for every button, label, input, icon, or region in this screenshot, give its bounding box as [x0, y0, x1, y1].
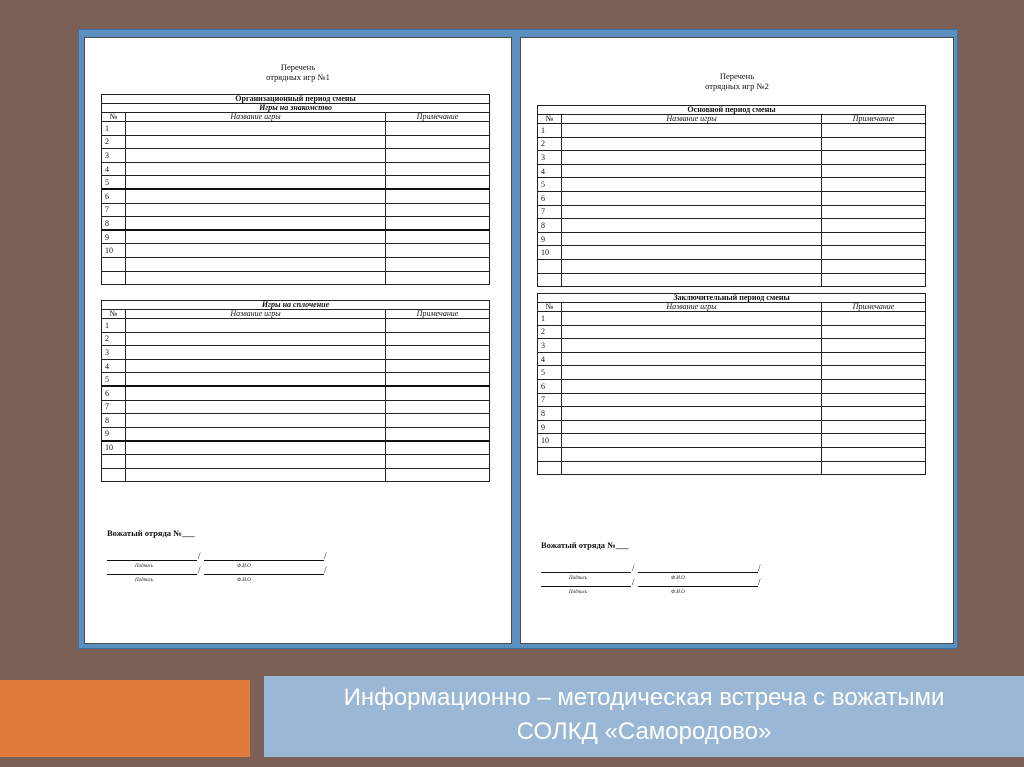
col-header-num: №	[538, 115, 562, 124]
note-cell[interactable]	[822, 420, 926, 434]
table-row	[538, 461, 926, 475]
game-name-cell[interactable]	[126, 441, 386, 455]
note-cell[interactable]	[386, 122, 490, 136]
game-name-cell[interactable]	[126, 257, 386, 271]
note-cell[interactable]	[822, 259, 926, 273]
caption-line-1: Информационно – методическая встреча с вожатыми	[343, 684, 945, 711]
game-name-cell[interactable]	[562, 205, 822, 219]
game-name-cell[interactable]	[126, 122, 386, 136]
note-cell[interactable]	[822, 164, 926, 178]
table-row: 6	[538, 379, 926, 393]
note-cell[interactable]	[386, 189, 490, 203]
game-name-cell[interactable]	[126, 217, 386, 231]
table-row: 7	[538, 393, 926, 407]
period-header: Основной период смены	[538, 106, 926, 115]
game-name-cell[interactable]	[562, 312, 822, 326]
table-row: 8	[102, 414, 490, 428]
game-name-cell[interactable]	[126, 149, 386, 163]
note-cell[interactable]	[386, 414, 490, 428]
note-cell[interactable]	[386, 217, 490, 231]
table-row: 10	[538, 434, 926, 448]
game-name-cell[interactable]	[562, 366, 822, 380]
table-row: 5	[102, 176, 490, 190]
period-header: Заключительный период смены	[538, 294, 926, 303]
note-cell[interactable]	[822, 461, 926, 475]
game-name-cell[interactable]	[562, 178, 822, 192]
signature-line: / / Подпись Ф.И.О	[107, 552, 347, 562]
game-name-cell[interactable]	[562, 352, 822, 366]
note-cell[interactable]	[822, 232, 926, 246]
game-name-cell[interactable]	[562, 151, 822, 165]
table-row	[538, 259, 926, 273]
games-table-1	[101, 94, 490, 285]
page-2-title-line1: Перечень	[719, 71, 755, 81]
note-cell[interactable]	[386, 162, 490, 176]
table-row: 3	[538, 151, 926, 165]
game-name-cell[interactable]	[126, 346, 386, 360]
table-row: 10	[538, 246, 926, 260]
col-header-name: Название игры	[562, 115, 822, 124]
col-header-num: №	[538, 303, 562, 312]
table-row	[102, 257, 490, 271]
col-header-name: Название игры	[562, 303, 822, 312]
document-page-1	[84, 37, 512, 644]
note-cell[interactable]	[822, 393, 926, 407]
signature-line: / / Подпись Ф.И.О	[107, 566, 347, 576]
note-cell[interactable]	[822, 379, 926, 393]
table-row: 10	[102, 441, 490, 455]
game-name-cell[interactable]	[562, 420, 822, 434]
note-cell[interactable]	[822, 178, 926, 192]
col-header-note: Примечание	[822, 303, 926, 312]
note-cell[interactable]	[822, 447, 926, 461]
game-name-cell[interactable]	[126, 414, 386, 428]
game-name-cell[interactable]	[126, 176, 386, 190]
game-name-cell[interactable]	[126, 189, 386, 203]
game-name-cell[interactable]	[126, 244, 386, 258]
table-row: 8	[538, 219, 926, 233]
page-1-title-line1: Перечень	[280, 62, 316, 72]
document-viewer	[78, 29, 958, 649]
game-name-cell[interactable]	[562, 191, 822, 205]
note-cell[interactable]	[386, 386, 490, 400]
note-cell[interactable]	[822, 407, 926, 421]
table-row: 3	[538, 339, 926, 353]
table-row: 9	[538, 420, 926, 434]
note-cell[interactable]	[386, 319, 490, 333]
game-name-cell[interactable]	[562, 461, 822, 475]
note-cell[interactable]	[822, 151, 926, 165]
note-cell[interactable]	[822, 205, 926, 219]
page-1-title-line2: отрядных игр №1	[266, 72, 330, 82]
note-cell[interactable]	[822, 219, 926, 233]
table-row: 1	[102, 122, 490, 136]
section-header: Игры на сплочение	[102, 301, 490, 310]
game-name-cell[interactable]	[562, 259, 822, 273]
game-name-cell[interactable]	[126, 400, 386, 414]
col-header-name: Название игры	[126, 310, 386, 319]
note-cell[interactable]	[822, 352, 926, 366]
game-name-cell[interactable]	[562, 393, 822, 407]
game-name-cell[interactable]	[562, 379, 822, 393]
section-header: Игры на знакомство	[102, 104, 490, 113]
signature-label: Вожатый отряда №___	[541, 540, 629, 550]
page-2-title	[521, 71, 953, 91]
note-cell[interactable]	[822, 273, 926, 287]
note-cell[interactable]	[822, 137, 926, 151]
col-header-name: Название игры	[126, 113, 386, 122]
game-name-cell[interactable]	[562, 219, 822, 233]
note-cell[interactable]	[386, 346, 490, 360]
game-name-cell[interactable]	[126, 386, 386, 400]
table-row: 7	[102, 400, 490, 414]
table-row: 9	[538, 232, 926, 246]
note-cell[interactable]	[822, 434, 926, 448]
note-cell[interactable]	[386, 244, 490, 258]
game-name-cell[interactable]	[126, 271, 386, 285]
game-name-cell[interactable]	[562, 273, 822, 287]
signature-line: / / Подпись Ф.И.О	[541, 564, 781, 574]
table-row: 9	[102, 230, 490, 244]
game-name-cell[interactable]	[562, 137, 822, 151]
game-name-cell[interactable]	[126, 230, 386, 244]
slide-caption	[264, 676, 1024, 757]
signature-block-2	[541, 540, 781, 595]
col-header-note: Примечание	[386, 310, 490, 319]
document-page-2	[520, 37, 954, 644]
game-name-cell[interactable]	[562, 246, 822, 260]
note-cell[interactable]	[386, 441, 490, 455]
note-cell[interactable]	[386, 427, 490, 441]
page-1-title	[85, 62, 511, 82]
game-name-cell[interactable]	[562, 339, 822, 353]
table-row: 5	[538, 366, 926, 380]
note-cell[interactable]	[386, 332, 490, 346]
game-name-cell[interactable]	[126, 427, 386, 441]
table-row: 5	[102, 373, 490, 387]
game-name-cell[interactable]	[126, 373, 386, 387]
note-cell[interactable]	[822, 191, 926, 205]
note-cell[interactable]	[822, 366, 926, 380]
table-row: 3	[102, 346, 490, 360]
game-name-cell[interactable]	[126, 319, 386, 333]
note-cell[interactable]	[822, 325, 926, 339]
table-row	[102, 468, 490, 482]
game-name-cell[interactable]	[562, 447, 822, 461]
table-row: 4	[102, 359, 490, 373]
game-name-cell[interactable]	[126, 359, 386, 373]
game-name-cell[interactable]	[562, 325, 822, 339]
games-table-2	[101, 300, 490, 482]
table-row: 6	[102, 189, 490, 203]
table-row: 7	[102, 203, 490, 217]
game-name-cell[interactable]	[562, 407, 822, 421]
table-row: 3	[102, 149, 490, 163]
table-row: 4	[538, 164, 926, 178]
table-row: 2	[102, 135, 490, 149]
table-row	[102, 271, 490, 285]
game-name-cell[interactable]	[562, 164, 822, 178]
table-row: 1	[102, 319, 490, 333]
period-header: Организационный период смены	[102, 95, 490, 104]
note-cell[interactable]	[386, 257, 490, 271]
page-2-title-line2: отрядных игр №2	[705, 81, 769, 91]
table-row: 6	[102, 386, 490, 400]
note-cell[interactable]	[386, 373, 490, 387]
note-cell[interactable]	[386, 176, 490, 190]
signature-label: Вожатый отряда №___	[107, 528, 195, 538]
note-cell[interactable]	[386, 135, 490, 149]
table-row: 6	[538, 191, 926, 205]
game-name-cell[interactable]	[562, 434, 822, 448]
col-header-note: Примечание	[386, 113, 490, 122]
note-cell[interactable]	[822, 124, 926, 138]
accent-block	[0, 680, 250, 757]
game-name-cell[interactable]	[562, 232, 822, 246]
game-name-cell[interactable]	[126, 135, 386, 149]
col-header-note: Примечание	[822, 115, 926, 124]
games-table-3	[537, 105, 926, 287]
signature-line: / / Подпись Ф.И.О	[541, 578, 781, 588]
games-table-4	[537, 293, 926, 475]
table-row: 2	[538, 137, 926, 151]
table-row	[538, 273, 926, 287]
note-cell[interactable]	[822, 312, 926, 326]
game-name-cell[interactable]	[126, 468, 386, 482]
table-row: 2	[102, 332, 490, 346]
note-cell[interactable]	[386, 359, 490, 373]
col-header-num: №	[102, 310, 126, 319]
game-name-cell[interactable]	[126, 454, 386, 468]
table-row: 7	[538, 205, 926, 219]
game-name-cell[interactable]	[126, 162, 386, 176]
table-row: 1	[538, 124, 926, 138]
note-cell[interactable]	[386, 203, 490, 217]
table-row: 8	[102, 217, 490, 231]
table-row: 4	[538, 352, 926, 366]
table-row	[102, 454, 490, 468]
table-row: 4	[102, 162, 490, 176]
note-cell[interactable]	[386, 468, 490, 482]
signature-block-1	[107, 528, 347, 583]
caption-line-2: СОЛКД «Самородово»	[516, 718, 772, 745]
game-name-cell[interactable]	[126, 203, 386, 217]
table-row	[538, 447, 926, 461]
note-cell[interactable]	[386, 271, 490, 285]
note-cell[interactable]	[386, 149, 490, 163]
note-cell[interactable]	[386, 230, 490, 244]
table-row: 8	[538, 407, 926, 421]
table-row: 2	[538, 325, 926, 339]
note-cell[interactable]	[386, 400, 490, 414]
col-header-num: №	[102, 113, 126, 122]
game-name-cell[interactable]	[126, 332, 386, 346]
game-name-cell[interactable]	[562, 124, 822, 138]
note-cell[interactable]	[822, 246, 926, 260]
note-cell[interactable]	[386, 454, 490, 468]
table-row: 5	[538, 178, 926, 192]
table-row: 10	[102, 244, 490, 258]
table-row: 1	[538, 312, 926, 326]
note-cell[interactable]	[822, 339, 926, 353]
table-row: 9	[102, 427, 490, 441]
